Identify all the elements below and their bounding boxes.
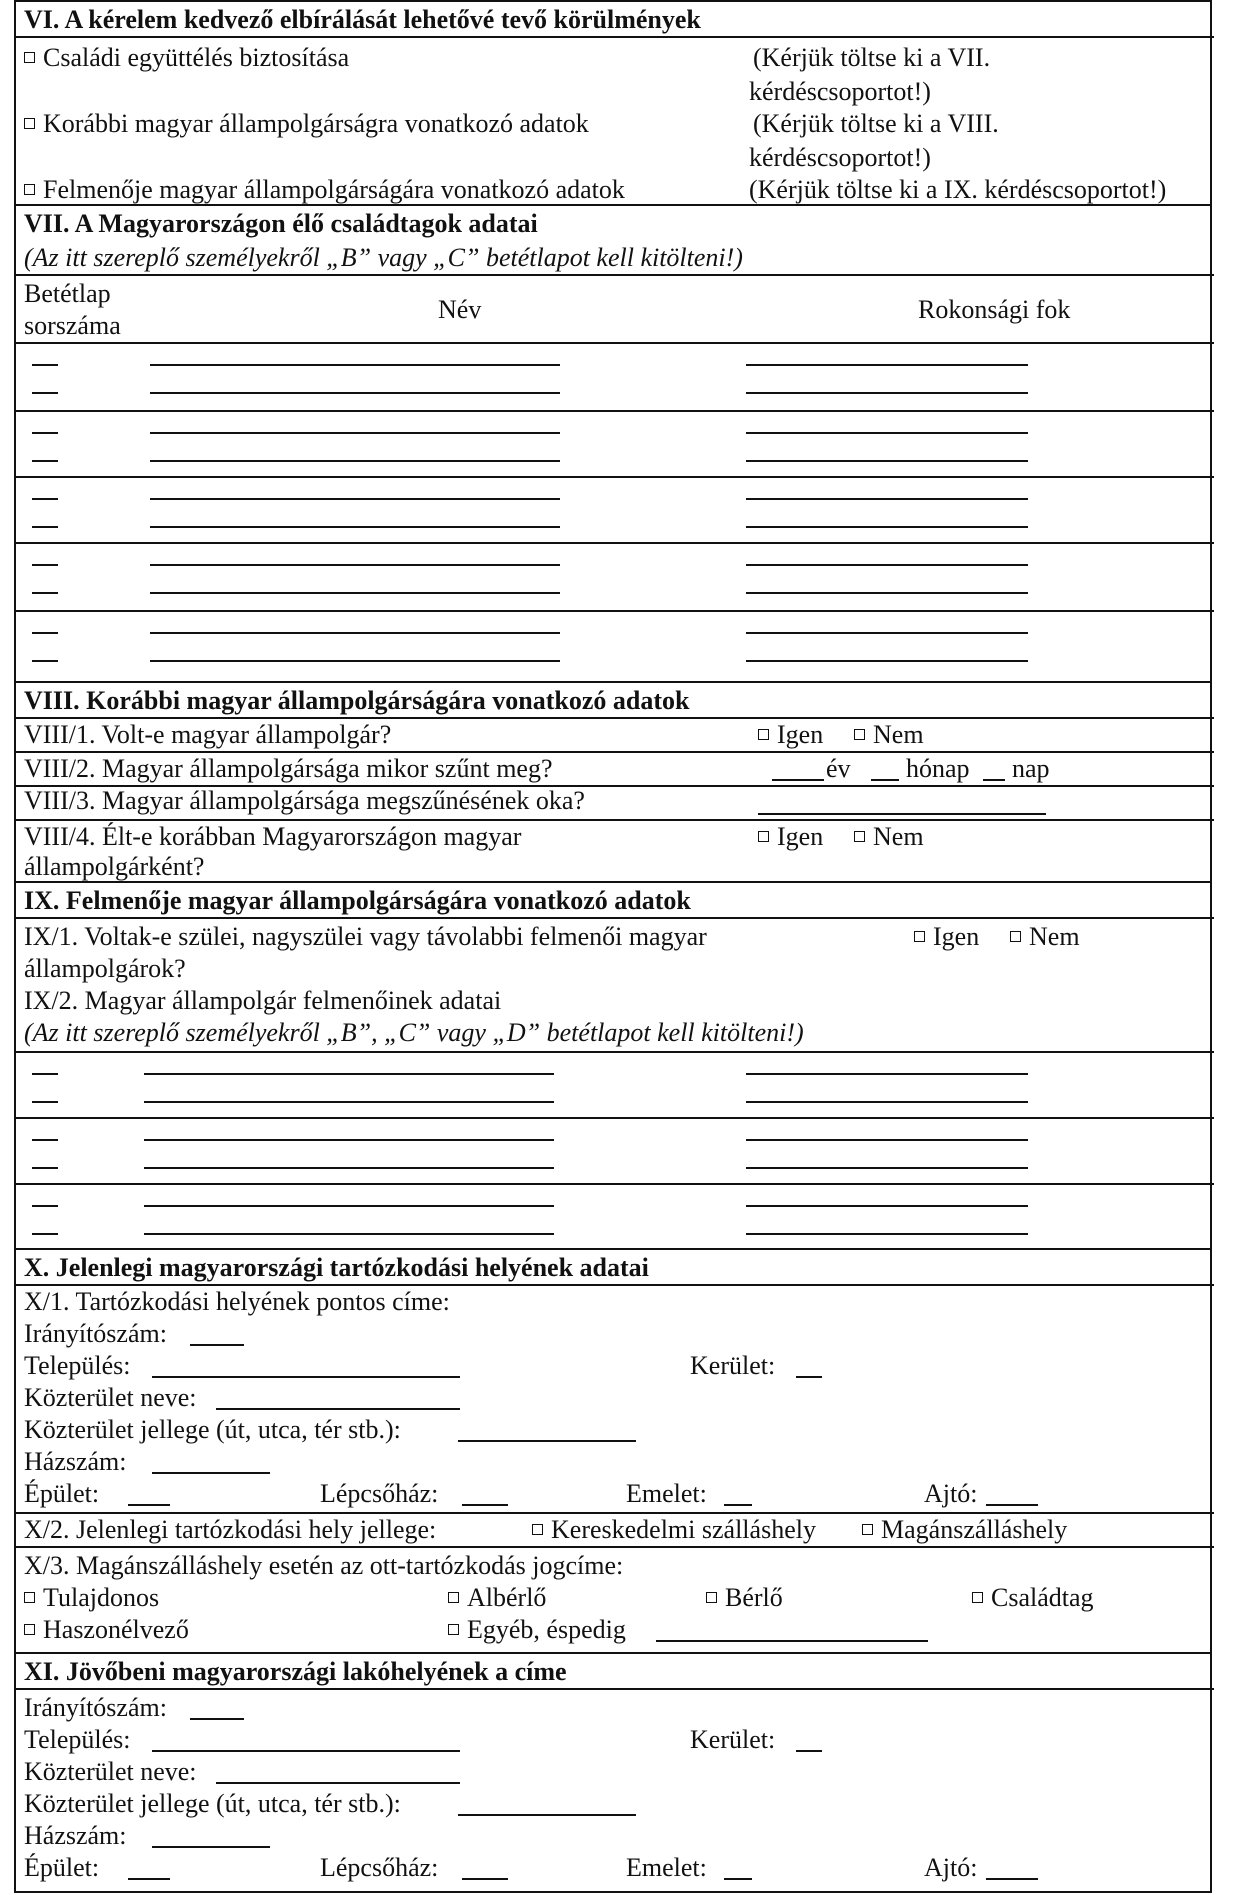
q-ancestor-data: IX/2. Magyar állampolgár felmenőinek adatai [24, 986, 502, 1015]
row-divider [16, 342, 1214, 344]
zip-field[interactable] [190, 1718, 244, 1720]
section-vii [14, 204, 1212, 683]
relation-field[interactable] [746, 364, 1028, 366]
year-label: év [826, 754, 851, 783]
door-field[interactable] [986, 1504, 1038, 1506]
section-viii [14, 681, 1212, 883]
section-x [14, 1248, 1212, 1654]
floor-field[interactable] [724, 1878, 752, 1880]
insert-number-field[interactable] [32, 1205, 58, 1207]
insert-number-field[interactable] [32, 498, 58, 500]
checkbox[interactable] [24, 1624, 35, 1635]
insert-number-field[interactable] [32, 1139, 58, 1141]
city-label: Település: [24, 1351, 131, 1380]
insert-number-field[interactable] [32, 1073, 58, 1075]
section-xi [14, 1652, 1212, 1893]
residence-type-question: X/2. Jelenlegi tartózkodási hely jellege: [24, 1515, 437, 1544]
q-ancestors-yes[interactable]: Igen [914, 923, 979, 951]
insert-number-field[interactable] [32, 660, 58, 662]
section-ix [14, 881, 1212, 1250]
opt-usufructuary[interactable]: Haszonélvező [24, 1616, 189, 1644]
insert-number-field[interactable] [32, 364, 58, 366]
checkbox[interactable] [758, 831, 769, 842]
opt-family-member[interactable]: Családtag [972, 1584, 1094, 1612]
district-field[interactable] [796, 1376, 822, 1378]
section-ix-note: (Az itt szereplő személyekről „B”, „C” vagy „D” betétlapot kell kitölteni!) [24, 1018, 804, 1047]
opt-subtenant[interactable]: Albérlő [448, 1584, 546, 1612]
option-former-citizenship[interactable]: Korábbi magyar állampolgárságra vonatkozó adatok [24, 110, 589, 138]
opt-commercial-accommodation[interactable]: Kereskedelmi szálláshely [532, 1516, 816, 1544]
name-field[interactable] [150, 392, 560, 394]
divider [16, 751, 1214, 753]
insert-number-field[interactable] [32, 1167, 58, 1169]
relation-field[interactable] [746, 1205, 1028, 1207]
name-field[interactable] [144, 1101, 554, 1103]
opt-other[interactable]: Egyéb, éspedig [448, 1616, 626, 1644]
street-type-label: Közterület jellege (út, utca, tér stb.): [24, 1789, 401, 1818]
name-field[interactable] [144, 1139, 554, 1141]
relation-field[interactable] [746, 1167, 1028, 1169]
relation-field[interactable] [746, 592, 1028, 594]
name-field[interactable] [150, 432, 560, 434]
staircase-label: Lépcsőház: [320, 1479, 439, 1508]
checkbox[interactable] [1010, 931, 1021, 942]
checkbox[interactable] [532, 1524, 543, 1535]
checkbox[interactable] [448, 1624, 459, 1635]
row-divider [16, 1051, 1214, 1053]
relation-field[interactable] [746, 526, 1028, 528]
insert-number-field[interactable] [32, 460, 58, 462]
section-vi [14, 0, 1212, 206]
opt-owner[interactable]: Tulajdonos [24, 1584, 159, 1612]
section-vii-note: (Az itt szereplő személyekről „B” vagy „C” betétlapot kell kitölteni!) [24, 243, 743, 272]
q-citizenship-end-reason: VIII/3. Magyar állampolgársága megszűnésének oka? [24, 786, 585, 815]
name-field[interactable] [150, 660, 560, 662]
checkbox[interactable] [24, 184, 35, 195]
floor-label: Emelet: [626, 1853, 707, 1882]
street-label: Közterület neve: [24, 1757, 197, 1786]
note-fill-viii-2: kérdéscsoportot!) [749, 143, 931, 172]
building-label: Épület: [24, 1853, 100, 1882]
relation-field[interactable] [746, 1073, 1028, 1075]
street-type-label: Közterület jellege (út, utca, tér stb.): [24, 1415, 401, 1444]
divider [16, 819, 1214, 821]
insert-number-field[interactable] [32, 392, 58, 394]
opt-tenant[interactable]: Bérlő [706, 1584, 783, 1612]
city-field[interactable] [152, 1750, 460, 1752]
divider [16, 36, 1214, 38]
reason-field[interactable] [758, 813, 1046, 815]
name-field[interactable] [144, 1073, 554, 1075]
relation-field[interactable] [746, 1101, 1028, 1103]
street-field[interactable] [216, 1408, 460, 1410]
checkbox[interactable] [24, 52, 35, 63]
name-field[interactable] [144, 1205, 554, 1207]
staircase-label: Lépcsőház: [320, 1853, 439, 1882]
q-lived-in-hungary-b: állampolgárként? [24, 852, 205, 881]
relation-field[interactable] [746, 432, 1028, 434]
name-field[interactable] [150, 460, 560, 462]
insert-number-field[interactable] [32, 632, 58, 634]
door-field[interactable] [986, 1878, 1038, 1880]
relation-field[interactable] [746, 564, 1028, 566]
city-field[interactable] [152, 1376, 460, 1378]
insert-number-field[interactable] [32, 564, 58, 566]
zip-label: Irányítószám: [24, 1693, 167, 1722]
application-form [14, 0, 1214, 1893]
month-field[interactable] [871, 779, 899, 781]
checkbox[interactable] [914, 931, 925, 942]
checkbox[interactable] [706, 1592, 717, 1603]
relation-field[interactable] [746, 498, 1028, 500]
row-divider [16, 610, 1214, 612]
divider [16, 1688, 1214, 1690]
staircase-field[interactable] [462, 1504, 508, 1506]
col-name: Név [438, 295, 482, 324]
checkbox[interactable] [972, 1592, 983, 1603]
relation-field[interactable] [746, 1139, 1028, 1141]
name-field[interactable] [150, 364, 560, 366]
year-field[interactable] [772, 779, 824, 781]
section-ix-title: IX. Felmenője magyar állampolgárságára vonatkozó adatok [24, 886, 691, 915]
note-fill-viii-1: (Kérjük töltse ki a VIII. [753, 109, 999, 138]
relation-field[interactable] [746, 460, 1028, 462]
section-viii-title: VIII. Korábbi magyar állampolgárságára vonatkozó adatok [24, 686, 690, 715]
building-label: Épület: [24, 1479, 100, 1508]
row-divider [16, 410, 1214, 412]
street-label: Közterület neve: [24, 1383, 197, 1412]
divider [16, 1284, 1214, 1286]
city-label: Település: [24, 1725, 131, 1754]
house-number-field[interactable] [152, 1472, 270, 1474]
floor-label: Emelet: [626, 1479, 707, 1508]
legal-title-question: X/3. Magánszálláshely esetén az ott-tartózkodás jogcíme: [24, 1551, 624, 1580]
divider [16, 717, 1214, 719]
name-field[interactable] [150, 526, 560, 528]
building-field[interactable] [128, 1504, 170, 1506]
section-vi-title: VI. A kérelem kedvező elbírálását lehetővé tevő körülmények [24, 5, 701, 34]
street-type-field[interactable] [458, 1440, 636, 1442]
house-number-label: Házszám: [24, 1821, 127, 1850]
street-type-field[interactable] [458, 1814, 636, 1816]
row-divider [16, 1117, 1214, 1119]
district-label: Kerület: [690, 1351, 776, 1380]
staircase-field[interactable] [462, 1878, 508, 1880]
zip-label: Irányítószám: [24, 1319, 167, 1348]
checkbox[interactable] [758, 729, 769, 740]
insert-number-field[interactable] [32, 526, 58, 528]
day-label: nap [1012, 754, 1050, 783]
divider [16, 1512, 1214, 1514]
col-relation: Rokonsági fok [918, 295, 1071, 324]
door-label: Ajtó: [924, 1479, 978, 1508]
checkbox[interactable] [854, 831, 865, 842]
checkbox[interactable] [854, 729, 865, 740]
col-insert-number-b: sorszáma [24, 311, 121, 340]
name-field[interactable] [150, 632, 560, 634]
district-field[interactable] [796, 1750, 822, 1752]
option-family-unity[interactable]: Családi együttélés biztosítása [24, 44, 349, 72]
checkbox[interactable] [24, 118, 35, 129]
opt-private-accommodation[interactable]: Magánszálláshely [862, 1516, 1067, 1544]
building-field[interactable] [128, 1878, 170, 1880]
residence-address-title: X/1. Tartózkodási helyének pontos címe: [24, 1287, 450, 1316]
other-field[interactable] [656, 1640, 928, 1642]
zip-field[interactable] [190, 1344, 244, 1346]
checkbox[interactable] [448, 1592, 459, 1603]
street-field[interactable] [216, 1782, 460, 1784]
note-fill-ix: (Kérjük töltse ki a IX. kérdéscsoportot!) [749, 175, 1167, 204]
door-label: Ajtó: [924, 1853, 978, 1882]
row-divider [16, 476, 1214, 478]
note-fill-vii-2: kérdéscsoportot!) [749, 77, 931, 106]
section-xi-title: XI. Jövőbeni magyarországi lakóhelyének a címe [24, 1657, 567, 1686]
q-former-citizen: VIII/1. Volt-e magyar állampolgár? [24, 720, 392, 749]
col-insert-number-a: Betétlap [24, 279, 111, 308]
insert-number-field[interactable] [32, 1233, 58, 1235]
floor-field[interactable] [724, 1504, 752, 1506]
divider [16, 917, 1214, 919]
name-field[interactable] [150, 592, 560, 594]
q-lived-in-hungary-no[interactable]: Nem [854, 823, 924, 851]
name-field[interactable] [144, 1167, 554, 1169]
q-ancestors-a: IX/1. Voltak-e szülei, nagyszülei vagy távolabbi felmenői magyar [24, 922, 707, 951]
name-field[interactable] [144, 1233, 554, 1235]
relation-field[interactable] [746, 1233, 1028, 1235]
insert-number-field[interactable] [32, 432, 58, 434]
month-label: hónap [906, 754, 970, 783]
row-divider [16, 1183, 1214, 1185]
q-former-citizen-yes[interactable]: Igen [758, 721, 823, 749]
insert-number-field[interactable] [32, 592, 58, 594]
district-label: Kerület: [690, 1725, 776, 1754]
day-field[interactable] [983, 779, 1005, 781]
section-x-title: X. Jelenlegi magyarországi tartózkodási helyének adatai [24, 1253, 649, 1282]
q-ancestors-b: állampolgárok? [24, 954, 186, 983]
insert-number-field[interactable] [32, 1101, 58, 1103]
q-lived-in-hungary-a: VIII/4. Élt-e korábban Magyarországon magyar [24, 822, 522, 851]
q-citizenship-end: VIII/2. Magyar állampolgársága mikor szűnt meg? [24, 754, 553, 783]
house-number-field[interactable] [152, 1846, 270, 1848]
section-vii-title: VII. A Magyarországon élő családtagok adatai [24, 209, 538, 238]
checkbox[interactable] [24, 1592, 35, 1603]
note-fill-vii-1: (Kérjük töltse ki a VII. [753, 43, 991, 72]
row-divider [16, 542, 1214, 544]
q-former-citizen-no[interactable]: Nem [854, 721, 924, 749]
relation-field[interactable] [746, 660, 1028, 662]
name-field[interactable] [150, 564, 560, 566]
checkbox[interactable] [862, 1524, 873, 1535]
relation-field[interactable] [746, 632, 1028, 634]
divider [16, 1546, 1214, 1548]
q-lived-in-hungary-yes[interactable]: Igen [758, 823, 823, 851]
q-ancestors-no[interactable]: Nem [1010, 923, 1080, 951]
relation-field[interactable] [746, 392, 1028, 394]
name-field[interactable] [150, 498, 560, 500]
divider [16, 274, 1214, 276]
option-ancestor-citizenship[interactable]: Felmenője magyar állampolgárságára vonatkozó adatok [24, 176, 625, 204]
house-number-label: Házszám: [24, 1447, 127, 1476]
